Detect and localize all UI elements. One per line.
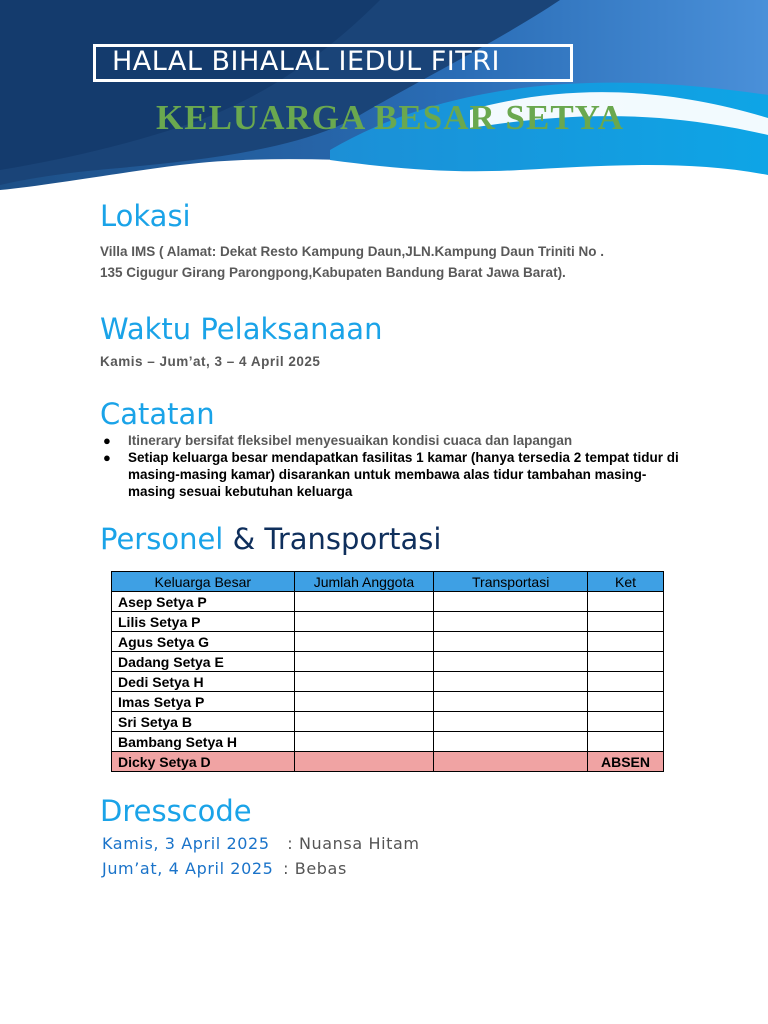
jumlah-cell — [294, 612, 434, 632]
list-item — [100, 432, 680, 449]
lokasi-line-1: Villa IMS ( Alamat: Dekat Resto Kampung Daun,JLN.Kampung Daun Triniti No . — [100, 244, 605, 259]
table-row — [112, 632, 664, 652]
bullet-icon: ● — [103, 450, 111, 465]
list-item — [100, 449, 680, 500]
ket-cell — [588, 692, 664, 712]
catatan-list — [100, 432, 680, 500]
ket-cell: ABSEN — [588, 752, 664, 772]
ket-cell — [588, 732, 664, 752]
family-name-cell: Agus Setya G — [112, 632, 295, 652]
dresscode-day: Kamis, 3 April 2025 — [102, 834, 270, 853]
transportasi-cell — [434, 632, 588, 652]
table-row — [112, 612, 664, 632]
family-name-cell: Imas Setya P — [112, 692, 295, 712]
table-row — [112, 672, 664, 692]
jumlah-cell — [294, 632, 434, 652]
ket-cell — [588, 612, 664, 632]
jumlah-cell — [294, 692, 434, 712]
family-name-cell: Sri Setya B — [112, 712, 295, 732]
catatan-item-text: Itinerary bersifat fleksibel menyesuaikan kondisi cuaca dan lapangan — [128, 433, 573, 448]
waktu-heading: Waktu Pelaksanaan — [100, 312, 383, 346]
column-header: Transportasi — [434, 572, 588, 592]
ket-cell — [588, 592, 664, 612]
transportasi-cell — [434, 712, 588, 732]
transportasi-cell — [434, 732, 588, 752]
jumlah-cell — [294, 712, 434, 732]
dresscode-day: Jum’at, 4 April 2025 — [102, 859, 274, 878]
family-name-cell: Dadang Setya E — [112, 652, 295, 672]
table-row — [112, 592, 664, 612]
dresscode-value: : Nuansa Hitam — [287, 834, 420, 853]
family-subtitle: KELUARGA BESAR SETYA — [156, 98, 625, 137]
family-name-cell: Dicky Setya D — [112, 752, 295, 772]
ket-cell — [588, 632, 664, 652]
ket-cell — [588, 652, 664, 672]
table-row — [112, 692, 664, 712]
column-header: Keluarga Besar — [112, 572, 295, 592]
table-row — [112, 652, 664, 672]
jumlah-cell — [294, 672, 434, 692]
family-name-cell: Bambang Setya H — [112, 732, 295, 752]
jumlah-cell — [294, 752, 434, 772]
catatan-heading: Catatan — [100, 397, 215, 431]
lokasi-heading: Lokasi — [100, 199, 191, 233]
catatan-item-text: Setiap keluarga besar mendapatkan fasilitas 1 kamar (hanya tersedia 2 tempat tidur di masing-masing kamar) disarankan untuk membawa alas tidur tambahan masing-masing sesuai kebutuhan keluarga — [128, 450, 679, 499]
table-row — [112, 712, 664, 732]
family-name-cell: Lilis Setya P — [112, 612, 295, 632]
waktu-text: Kamis – Jum’at, 3 – 4 April 2025 — [100, 354, 321, 369]
transportasi-cell — [434, 692, 588, 712]
bullet-icon: ● — [103, 433, 111, 448]
transportasi-cell — [434, 612, 588, 632]
column-header: Ket — [588, 572, 664, 592]
personel-heading-part2: & Transportasi — [232, 522, 442, 556]
column-header: Jumlah Anggota — [294, 572, 434, 592]
transportasi-cell — [434, 652, 588, 672]
ket-cell — [588, 712, 664, 732]
dresscode-row — [102, 834, 420, 853]
family-name-cell: Dedi Setya H — [112, 672, 295, 692]
table-header-row — [112, 572, 664, 592]
personel-table — [111, 571, 664, 772]
lokasi-line-2: 135 Cigugur Girang Parongpong,Kabupaten Bandung Barat Jawa Barat). — [100, 265, 566, 280]
personel-heading-part1: Personel — [100, 522, 224, 556]
dresscode-heading: Dresscode — [100, 794, 252, 828]
table-row-absent — [112, 752, 664, 772]
jumlah-cell — [294, 652, 434, 672]
table-row — [112, 732, 664, 752]
family-name-cell: Asep Setya P — [112, 592, 295, 612]
dresscode-row — [102, 859, 347, 878]
transportasi-cell — [434, 672, 588, 692]
jumlah-cell — [294, 592, 434, 612]
ket-cell — [588, 672, 664, 692]
lokasi-address — [100, 241, 680, 283]
transportasi-cell — [434, 592, 588, 612]
jumlah-cell — [294, 732, 434, 752]
personel-heading — [100, 522, 441, 556]
event-title: HALAL BIHALAL IEDUL FITRI — [93, 44, 573, 82]
transportasi-cell — [434, 752, 588, 772]
dresscode-value: : Bebas — [283, 859, 347, 878]
